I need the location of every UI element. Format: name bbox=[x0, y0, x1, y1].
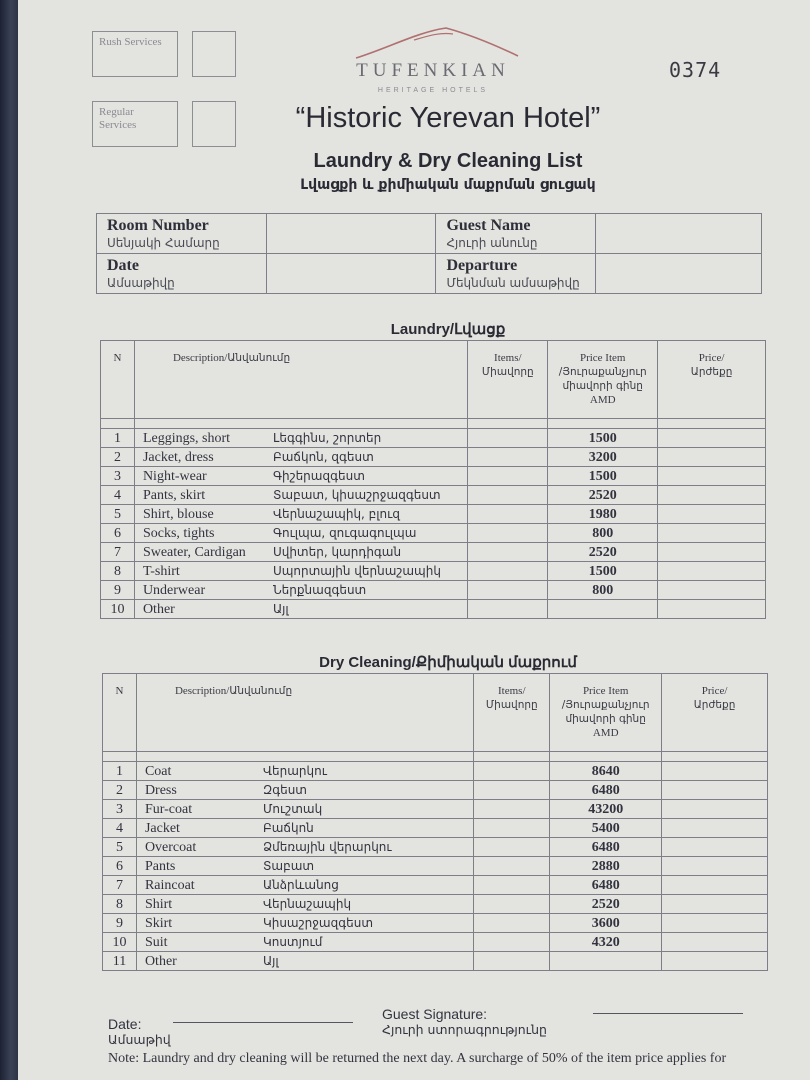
item-name-english: Jacket, dress bbox=[142, 450, 214, 465]
price-per-item: 6480 bbox=[550, 876, 662, 895]
row-description bbox=[136, 819, 473, 838]
hotel-name: “Historic Yerevan Hotel” bbox=[295, 102, 601, 134]
price-total-cell[interactable] bbox=[658, 543, 766, 562]
items-count-cell[interactable] bbox=[474, 952, 550, 971]
table-row bbox=[103, 838, 768, 857]
item-name-english: Underwear bbox=[142, 583, 206, 598]
price-total-cell[interactable] bbox=[658, 505, 766, 524]
row-number: 2 bbox=[101, 448, 135, 467]
row-number: 9 bbox=[103, 914, 137, 933]
regular-services-label: Regular Services bbox=[92, 101, 178, 147]
price-per-item: 1500 bbox=[548, 429, 658, 448]
price-per-item: 1980 bbox=[548, 505, 658, 524]
price-total-cell[interactable] bbox=[662, 933, 768, 952]
table-row bbox=[103, 800, 768, 819]
price-total-cell[interactable] bbox=[662, 857, 768, 876]
item-name-english: Pants bbox=[144, 859, 176, 874]
page-shadow-edge bbox=[0, 0, 18, 1080]
price-total-cell[interactable] bbox=[658, 581, 766, 600]
item-name-armenian: Կիսաշրջազգեստ bbox=[262, 916, 374, 930]
rush-services-checkbox[interactable] bbox=[192, 31, 236, 77]
price-per-item: 1500 bbox=[548, 467, 658, 486]
table-row bbox=[101, 543, 766, 562]
price-per-item: 2520 bbox=[550, 895, 662, 914]
price-per-item: 1500 bbox=[548, 562, 658, 581]
row-number: 1 bbox=[103, 762, 137, 781]
row-description bbox=[136, 781, 473, 800]
footer-guest-signature: Guest Signature: Հյուրի ստորագրությունը bbox=[382, 1006, 547, 1037]
item-name-armenian: Տաբատ, կիսաշրջազգեստ bbox=[272, 488, 441, 502]
row-description bbox=[134, 562, 467, 581]
item-name-armenian: Վերնաշապիկ bbox=[262, 897, 352, 911]
brand-subtitle: HERITAGE HOTELS bbox=[377, 87, 489, 94]
items-count-cell[interactable] bbox=[474, 800, 550, 819]
price-per-item: 3200 bbox=[548, 448, 658, 467]
item-name-armenian: Ներքնազգեստ bbox=[272, 583, 367, 597]
price-total-cell[interactable] bbox=[662, 800, 768, 819]
price-total-cell[interactable] bbox=[662, 819, 768, 838]
item-name-armenian: Ձմեռային վերարկու bbox=[262, 840, 392, 854]
item-name-english: Overcoat bbox=[144, 840, 197, 855]
room-number-label: Room Number Սենյակի Համարը bbox=[97, 214, 267, 254]
item-name-armenian: Գուլպա, զուգագուլպա bbox=[272, 526, 417, 540]
item-name-english: Skirt bbox=[144, 916, 173, 931]
item-name-english: Jacket bbox=[144, 821, 180, 836]
items-count-cell[interactable] bbox=[468, 562, 548, 581]
price-per-item: 4320 bbox=[550, 933, 662, 952]
table-row bbox=[101, 562, 766, 581]
row-number: 4 bbox=[103, 819, 137, 838]
laundry-table bbox=[100, 340, 766, 619]
price-total-cell[interactable] bbox=[658, 600, 766, 619]
row-description bbox=[136, 933, 473, 952]
price-total-cell[interactable] bbox=[658, 486, 766, 505]
items-count-cell[interactable] bbox=[474, 838, 550, 857]
row-number: 5 bbox=[101, 505, 135, 524]
row-description bbox=[136, 914, 473, 933]
table-row bbox=[103, 876, 768, 895]
brand-name: TUFENKIAN bbox=[356, 60, 510, 81]
table-row bbox=[101, 448, 766, 467]
row-number: 7 bbox=[101, 543, 135, 562]
items-count-cell[interactable] bbox=[474, 933, 550, 952]
item-name-english: Raincoat bbox=[144, 878, 195, 893]
item-name-english: T-shirt bbox=[142, 564, 180, 579]
items-count-cell[interactable] bbox=[468, 543, 548, 562]
price-per-item: 6480 bbox=[550, 838, 662, 857]
items-count-cell[interactable] bbox=[474, 857, 550, 876]
row-description bbox=[134, 505, 467, 524]
item-name-english: Leggings, short bbox=[142, 431, 231, 446]
row-description bbox=[134, 448, 467, 467]
row-number: 10 bbox=[103, 933, 137, 952]
price-per-item: 2880 bbox=[550, 857, 662, 876]
item-name-english: Pants, skirt bbox=[142, 488, 206, 503]
price-total-cell[interactable] bbox=[658, 448, 766, 467]
items-count-cell[interactable] bbox=[468, 486, 548, 505]
row-description bbox=[134, 486, 467, 505]
col-items-header: Items/ Միավորը bbox=[474, 674, 550, 752]
row-description bbox=[136, 762, 473, 781]
price-total-cell[interactable] bbox=[662, 876, 768, 895]
table-row bbox=[103, 914, 768, 933]
row-number: 10 bbox=[101, 600, 135, 619]
items-count-cell[interactable] bbox=[474, 762, 550, 781]
item-name-english: Dress bbox=[144, 783, 177, 798]
col-description-header: Description/Անվանումը bbox=[134, 341, 467, 419]
item-name-armenian: Բաճկոն, զգեստ bbox=[272, 450, 374, 464]
col-n-header: N bbox=[103, 674, 137, 752]
item-name-armenian: Կոստյում bbox=[262, 935, 323, 949]
price-per-item: 5400 bbox=[550, 819, 662, 838]
item-name-english: Sweater, Cardigan bbox=[142, 545, 246, 560]
items-count-cell[interactable] bbox=[474, 819, 550, 838]
row-number: 9 bbox=[101, 581, 135, 600]
price-per-item: 2520 bbox=[548, 486, 658, 505]
price-per-item: 6480 bbox=[550, 781, 662, 800]
table-row bbox=[103, 762, 768, 781]
item-name-armenian: Տաբատ bbox=[262, 859, 315, 873]
item-name-english: Socks, tights bbox=[142, 526, 215, 541]
table-row bbox=[101, 429, 766, 448]
row-description bbox=[136, 857, 473, 876]
item-name-english: Other bbox=[142, 602, 175, 617]
row-description bbox=[134, 581, 467, 600]
departure-field[interactable] bbox=[596, 254, 762, 294]
items-count-cell[interactable] bbox=[474, 914, 550, 933]
item-name-armenian: Վերնաշապիկ, բլուզ bbox=[272, 507, 400, 521]
item-name-english: Shirt bbox=[144, 897, 173, 912]
date-field[interactable] bbox=[266, 254, 436, 294]
item-name-armenian: Այլ bbox=[272, 602, 289, 616]
row-description bbox=[134, 524, 467, 543]
col-price-item-header: Price Item /Յուրաքանչյուր միավորի գինը AMD bbox=[550, 674, 662, 752]
table-row bbox=[103, 895, 768, 914]
row-description bbox=[136, 895, 473, 914]
item-name-english: Fur-coat bbox=[144, 802, 193, 817]
laundry-form-sheet bbox=[18, 0, 810, 1080]
price-total-cell[interactable] bbox=[662, 914, 768, 933]
col-price-item-header: Price Item /Յուրաքանչյուր միավորի գինը AMD bbox=[548, 341, 658, 419]
row-description bbox=[134, 543, 467, 562]
items-count-cell[interactable] bbox=[468, 448, 548, 467]
price-per-item: 43200 bbox=[550, 800, 662, 819]
row-description bbox=[136, 952, 473, 971]
price-total-cell[interactable] bbox=[662, 952, 768, 971]
price-total-cell[interactable] bbox=[658, 562, 766, 581]
price-total-cell[interactable] bbox=[662, 781, 768, 800]
row-number: 8 bbox=[103, 895, 137, 914]
item-name-armenian: Բաճկոն bbox=[262, 821, 314, 835]
price-total-cell[interactable] bbox=[658, 467, 766, 486]
col-description-header: Description/Անվանումը bbox=[136, 674, 473, 752]
dry-cleaning-section-title: Dry Cleaning/Քիմիական մաքրում bbox=[319, 654, 577, 671]
table-row bbox=[101, 505, 766, 524]
dry-cleaning-table bbox=[102, 673, 768, 971]
laundry-section-title: Laundry/Լվացք bbox=[390, 321, 506, 338]
row-number: 1 bbox=[101, 429, 135, 448]
item-name-english: Shirt, blouse bbox=[142, 507, 214, 522]
price-per-item: 2520 bbox=[548, 543, 658, 562]
items-count-cell[interactable] bbox=[468, 429, 548, 448]
item-name-english: Coat bbox=[144, 764, 172, 779]
price-total-cell[interactable] bbox=[658, 429, 766, 448]
item-name-armenian: Այլ bbox=[262, 954, 279, 968]
table-row bbox=[101, 486, 766, 505]
price-per-item bbox=[550, 952, 662, 971]
price-per-item bbox=[548, 600, 658, 619]
row-description bbox=[136, 838, 473, 857]
row-number: 7 bbox=[103, 876, 137, 895]
item-name-armenian: Զգեստ bbox=[262, 783, 307, 797]
footer-note: Note: Laundry and dry cleaning will be returned the next day. A surcharge of 50% of the item price applies for bbox=[108, 1051, 727, 1066]
date-signature-line[interactable] bbox=[173, 1022, 353, 1023]
guest-name-field[interactable] bbox=[596, 214, 762, 254]
price-per-item: 3600 bbox=[550, 914, 662, 933]
items-count-cell[interactable] bbox=[474, 895, 550, 914]
price-total-cell[interactable] bbox=[662, 762, 768, 781]
row-number: 3 bbox=[103, 800, 137, 819]
price-per-item: 800 bbox=[548, 524, 658, 543]
price-per-item: 800 bbox=[548, 581, 658, 600]
table-row bbox=[103, 933, 768, 952]
item-name-english: Suit bbox=[144, 935, 168, 950]
price-per-item: 8640 bbox=[550, 762, 662, 781]
guest-name-label: Guest Name Հյուրի անունը bbox=[436, 214, 596, 254]
price-total-cell[interactable] bbox=[662, 895, 768, 914]
item-name-armenian: Սպորտային վերնաշապիկ bbox=[272, 564, 441, 578]
item-name-armenian: Սվիտեր, կարդիգան bbox=[272, 545, 402, 559]
price-total-cell[interactable] bbox=[658, 524, 766, 543]
items-count-cell[interactable] bbox=[468, 581, 548, 600]
form-title: Laundry & Dry Cleaning List bbox=[313, 150, 583, 172]
row-description bbox=[134, 467, 467, 486]
date-label: Date Ամսաթիվը bbox=[97, 254, 267, 294]
items-count-cell[interactable] bbox=[474, 876, 550, 895]
room-number-field[interactable] bbox=[266, 214, 436, 254]
col-items-header: Items/ Միավորը bbox=[468, 341, 548, 419]
row-number: 6 bbox=[101, 524, 135, 543]
table-row bbox=[103, 952, 768, 971]
row-number: 4 bbox=[101, 486, 135, 505]
footer-date: Date: Ամսաթիվ bbox=[108, 1016, 171, 1047]
col-price-header: Price/ Արժեքը bbox=[662, 674, 768, 752]
row-number: 2 bbox=[103, 781, 137, 800]
table-row bbox=[103, 781, 768, 800]
rush-services-label: Rush Services bbox=[92, 31, 178, 77]
items-count-cell[interactable] bbox=[468, 467, 548, 486]
table-row bbox=[103, 857, 768, 876]
item-name-armenian: Գիշերազգեստ bbox=[272, 469, 365, 483]
regular-services-checkbox[interactable] bbox=[192, 101, 236, 147]
col-n-header: N bbox=[101, 341, 135, 419]
table-row bbox=[101, 524, 766, 543]
form-serial-number: 0374 bbox=[669, 58, 722, 82]
row-number: 5 bbox=[103, 838, 137, 857]
items-count-cell[interactable] bbox=[474, 781, 550, 800]
guest-signature-line[interactable] bbox=[593, 1013, 743, 1014]
price-total-cell[interactable] bbox=[662, 838, 768, 857]
col-price-header: Price/ Արժեքը bbox=[658, 341, 766, 419]
item-name-armenian: Անձրևանոց bbox=[262, 878, 339, 892]
guest-info-table bbox=[96, 213, 762, 294]
row-description bbox=[136, 800, 473, 819]
row-description bbox=[136, 876, 473, 895]
item-name-armenian: Մուշտակ bbox=[262, 802, 323, 816]
row-number: 3 bbox=[101, 467, 135, 486]
row-description bbox=[134, 429, 467, 448]
table-row bbox=[101, 467, 766, 486]
row-description bbox=[134, 600, 467, 619]
table-row bbox=[103, 819, 768, 838]
item-name-english: Other bbox=[144, 954, 177, 969]
form-title-armenian: Լվացքի և քիմիական մաքրման ցուցակ bbox=[300, 177, 596, 193]
item-name-armenian: Լեգգինս, շորտեր bbox=[272, 431, 382, 445]
items-count-cell[interactable] bbox=[468, 600, 548, 619]
items-count-cell[interactable] bbox=[468, 524, 548, 543]
table-row bbox=[101, 600, 766, 619]
departure-label: Departure Մեկնման ամսաթիվը bbox=[436, 254, 596, 294]
table-row bbox=[101, 581, 766, 600]
row-number: 8 bbox=[101, 562, 135, 581]
items-count-cell[interactable] bbox=[468, 505, 548, 524]
item-name-armenian: Վերարկու bbox=[262, 764, 327, 778]
item-name-english: Night-wear bbox=[142, 469, 207, 484]
row-number: 6 bbox=[103, 857, 137, 876]
row-number: 11 bbox=[103, 952, 137, 971]
